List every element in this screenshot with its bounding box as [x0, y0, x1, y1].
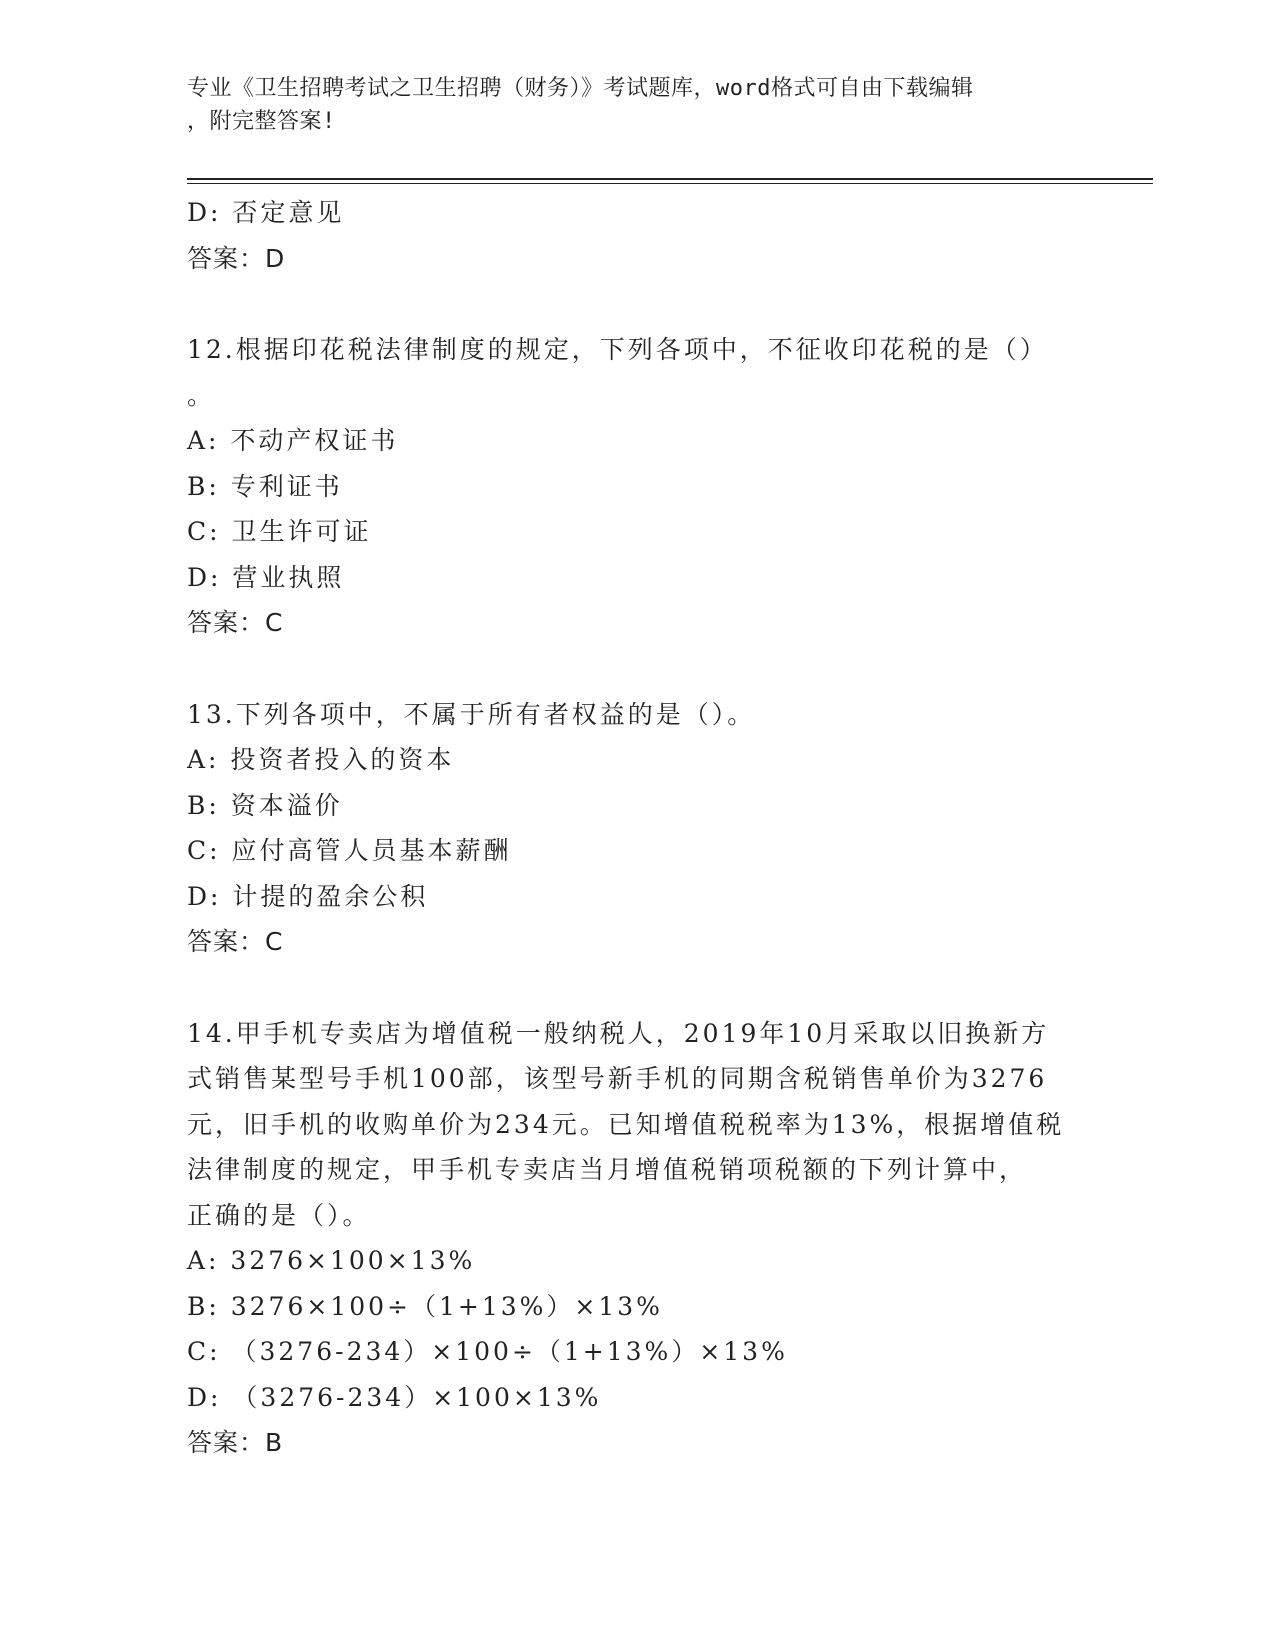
option-c: C: 应付高管人员基本薪酬	[187, 836, 512, 865]
question-stem-continued: 式销售某型号手机100部，该型号新手机的同期含税销售单价为3276	[187, 1064, 1048, 1093]
option-b: B: 专利证书	[187, 471, 343, 501]
previous-question-tail	[187, 190, 1087, 281]
question-stem-continued: 正确的是（）。	[187, 1200, 371, 1230]
question-13	[187, 692, 1087, 965]
header-rule-thin	[187, 183, 1153, 184]
answer-line: 答案：C	[187, 927, 284, 956]
option-b: B: 资本溢价	[187, 790, 343, 820]
question-stem-continued: 元，旧手机的收购单价为234元。已知增值税税率为13%，根据增值税	[187, 1109, 1065, 1139]
header-rule-thick	[187, 178, 1153, 180]
question-stem: 12.根据印花税法律制度的规定，下列各项中，不征收印花税的是（）	[187, 335, 1048, 364]
answer-line: 答案：D	[187, 243, 286, 273]
option-d: D: （3276-234）×100×13%	[187, 1382, 602, 1412]
answer-line: 答案：C	[187, 608, 284, 637]
question-stem-continued: 。	[187, 380, 216, 410]
question-content	[187, 190, 1087, 1466]
option-a: A: 3276×100×13%	[187, 1246, 476, 1275]
option-a: A: 不动产权证书	[187, 426, 399, 455]
question-stem-continued: 法律制度的规定，甲手机专卖店当月增值税销项税额的下列计算中，	[187, 1155, 1028, 1184]
option-c: C: （3276-234）×100÷（1+13%）×13%	[187, 1337, 788, 1366]
question-14	[187, 1011, 1087, 1466]
question-stem: 14.甲手机专卖店为增值税一般纳税人，2019年10月采取以旧换新方	[187, 1018, 1050, 1048]
question-stem: 13.下列各项中，不属于所有者权益的是（）。	[187, 699, 756, 729]
answer-line: 答案：B	[187, 1428, 284, 1457]
question-12	[187, 327, 1087, 646]
option-c: C: 卫生许可证	[187, 517, 372, 546]
header-line-1: 专业《卫生招聘考试之卫生招聘（财务）》考试题库，word格式可自由下载编辑	[187, 76, 974, 101]
option-d: D: 计提的盈余公积	[187, 881, 429, 911]
option-d: D: 营业执照	[187, 562, 345, 592]
option-a: A: 投资者投入的资本	[187, 745, 455, 774]
header-line-2: ，附完整答案!	[187, 109, 336, 134]
page-header	[187, 72, 1067, 138]
option-d: D: 否定意见	[187, 198, 345, 227]
option-b: B: 3276×100÷（1+13%）×13%	[187, 1291, 663, 1321]
